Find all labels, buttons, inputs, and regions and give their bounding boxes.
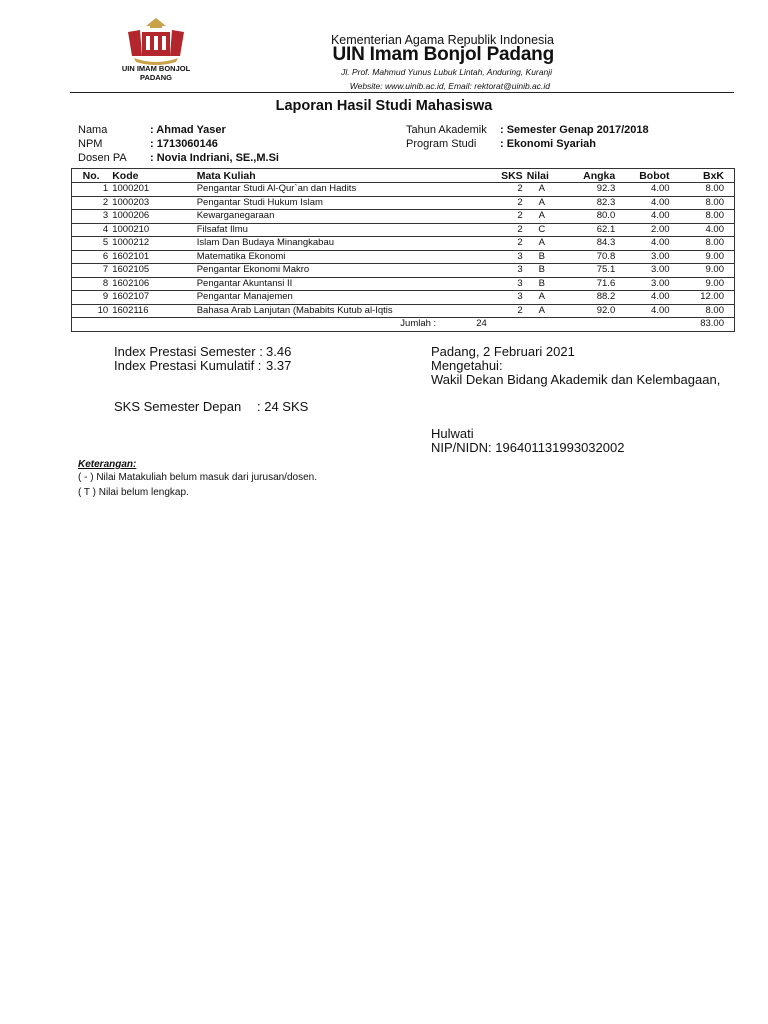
ips-label: Index Prestasi Semester :	[114, 344, 263, 359]
place-date: Padang, 2 Februari 2021	[431, 344, 575, 359]
logo-caption	[104, 64, 208, 82]
cell-bobot: 4.00	[651, 304, 670, 316]
cell-bobot: 2.00	[651, 223, 670, 235]
cell-kode: 1000206	[112, 210, 150, 222]
cell-nilai: B	[538, 277, 545, 289]
header-kode: Kode	[110, 169, 195, 183]
keterangan-item: ( - ) Nilai Matakuliah belum masuk dari jurusan/dosen.	[78, 472, 317, 483]
ministry-name: Kementerian Agama Republik Indonesia	[330, 33, 554, 47]
header-bxk: BxK	[672, 169, 735, 183]
cell-mata-kuliah: Islam Dan Budaya Minangkabau	[196, 237, 335, 249]
cell-bobot: 3.00	[651, 277, 670, 289]
university-address: Jl. Prof. Mahmud Yunus Lubuk Lintah, Anduring, Kuranji	[341, 67, 552, 77]
header-angka: Angka	[559, 169, 617, 183]
cell-bxk: 9.00	[705, 250, 724, 262]
dosen-label: Dosen PA	[78, 152, 127, 164]
cell-sks: 2	[517, 237, 523, 249]
keterangan-item: ( T ) Nilai belum lengkap.	[78, 487, 189, 498]
cell-mata-kuliah: Pengantar Akuntansi II	[196, 277, 293, 289]
university-name: UIN Imam Bonjol Padang	[332, 44, 554, 65]
cell-bxk: 8.00	[705, 196, 724, 208]
cell-no: 7	[102, 264, 109, 276]
cell-nilai: A	[538, 196, 545, 208]
cell-sks: 2	[517, 183, 523, 195]
cell-mata-kuliah: Kewarganegaraan	[196, 210, 275, 222]
ipk-label: Index Prestasi Kumulatif :	[114, 358, 262, 373]
npm-label: NPM	[78, 138, 103, 150]
cell-nilai: A	[538, 210, 545, 222]
cell-bobot: 3.00	[651, 264, 670, 276]
name-value: : Ahmad Yaser	[150, 124, 226, 136]
cell-nilai: B	[538, 250, 545, 262]
cell-nilai: C	[538, 223, 546, 235]
name-label: Nama	[78, 124, 108, 136]
cell-sks: 2	[517, 304, 523, 316]
cell-angka: 71.6	[596, 277, 616, 289]
keterangan-title: Keterangan:	[78, 459, 137, 470]
cell-sks: 3	[517, 250, 523, 262]
cell-no: 6	[102, 250, 109, 262]
sks-depan-label: SKS Semester Depan	[114, 399, 242, 414]
cell-nilai: B	[538, 264, 545, 276]
logo-caption-line1: UIN IMAM BONJOL	[121, 64, 191, 73]
cell-mata-kuliah: Matematika Ekonomi	[196, 250, 286, 262]
cell-bobot: 3.00	[651, 250, 670, 262]
cell-kode: 1602105	[112, 264, 150, 276]
cell-nilai: A	[538, 183, 545, 195]
university-logo	[126, 16, 186, 66]
cell-angka: 70.8	[596, 250, 616, 262]
table-row	[72, 277, 735, 291]
cell-mata-kuliah: Pengantar Ekonomi Makro	[196, 264, 310, 276]
cell-angka: 80.0	[596, 210, 616, 222]
cell-mata-kuliah: Pengantar Manajemen	[196, 291, 293, 303]
cell-angka: 62.1	[596, 223, 616, 235]
cell-bobot: 4.00	[651, 196, 670, 208]
cell-bxk: 4.00	[705, 223, 724, 235]
cell-angka: 92.0	[596, 304, 616, 316]
cell-bxk: 8.00	[705, 210, 724, 222]
cell-nilai: A	[538, 291, 545, 303]
cell-kode: 1602116	[112, 304, 149, 316]
header-mata-kuliah: Mata Kuliah	[195, 169, 440, 183]
total-row	[72, 318, 735, 332]
cell-bxk: 8.00	[705, 304, 724, 316]
cell-angka: 75.1	[596, 264, 616, 276]
cell-bxk: 8.00	[705, 237, 724, 249]
cell-angka: 88.2	[596, 291, 616, 303]
header-no: No.	[72, 169, 111, 183]
mengetahui: Mengetahui:	[431, 358, 503, 373]
table-row	[72, 223, 735, 237]
prodi-label: Program Studi	[406, 138, 477, 150]
logo-caption-line2: PADANG	[140, 73, 172, 82]
table-row	[72, 291, 735, 305]
ipk-value: 3.37	[266, 358, 292, 373]
signer-position: Wakil Dekan Bidang Akademik dan Kelembagaan,	[431, 372, 721, 387]
cell-kode: 1602107	[112, 291, 150, 303]
cell-angka: 82.3	[596, 196, 616, 208]
cell-nilai: A	[538, 237, 545, 249]
signer-nip: NIP/NIDN: 196401131993032002	[431, 440, 625, 455]
header-nilai: Nilai	[525, 169, 559, 183]
cell-nilai: A	[538, 304, 545, 316]
cell-mata-kuliah: Pengantar Studi Hukum Islam	[196, 196, 323, 208]
cell-mata-kuliah: Bahasa Arab Lanjutan (Mababits Kutub al-Iqtis	[196, 304, 393, 316]
cell-no: 8	[102, 277, 109, 289]
header-sks: SKS	[440, 169, 525, 183]
cell-kode: 1000203	[112, 196, 150, 208]
ips-value: 3.46	[266, 344, 292, 359]
cell-no: 9	[102, 291, 109, 303]
cell-sks: 2	[517, 223, 523, 235]
cell-bxk: 12.00	[700, 291, 724, 303]
header-divider	[70, 92, 734, 93]
cell-bobot: 4.00	[651, 291, 670, 303]
cell-no: 10	[97, 304, 109, 316]
university-website: Website: www.uinib.ac.id, Email: rektorat@uinib.ac.id	[349, 81, 550, 91]
table-row	[72, 237, 735, 251]
cell-bxk: 9.00	[705, 277, 724, 289]
tahun-value: : Semester Genap 2017/2018	[500, 124, 649, 136]
total-spacer	[525, 318, 672, 332]
table-row	[72, 183, 735, 197]
table-row	[72, 264, 735, 278]
cell-bxk: 8.00	[705, 183, 724, 195]
npm-value: : 1713060146	[150, 138, 218, 150]
cell-angka: 84.3	[596, 237, 616, 249]
dosen-value: : Novia Indriani, SE.,M.Si	[150, 152, 279, 164]
cell-sks: 2	[517, 196, 523, 208]
header-bobot: Bobot	[617, 169, 671, 183]
tahun-label: Tahun Akademik	[406, 124, 487, 136]
cell-bobot: 4.00	[651, 183, 670, 195]
report-title: Laporan Hasil Studi Mahasiswa	[275, 98, 493, 114]
cell-sks: 3	[517, 291, 523, 303]
table-row	[72, 304, 735, 318]
cell-sks: 3	[517, 277, 523, 289]
table-row	[72, 196, 735, 210]
total-sks: 24	[476, 318, 487, 330]
cell-no: 2	[102, 196, 109, 208]
table-row	[72, 250, 735, 264]
cell-bxk: 9.00	[705, 264, 724, 276]
cell-angka: 92.3	[596, 183, 616, 195]
cell-kode: 1602106	[112, 277, 150, 289]
cell-kode: 1602101	[112, 250, 150, 262]
cell-no: 1	[102, 183, 109, 195]
sks-depan-value: : 24 SKS	[257, 399, 309, 414]
cell-bobot: 4.00	[651, 237, 670, 249]
grades-table	[71, 168, 735, 332]
cell-mata-kuliah: Pengantar Studi Al-Qur`an dan Hadits	[196, 183, 357, 195]
cell-sks: 2	[517, 210, 523, 222]
table-header-row	[72, 169, 735, 183]
cell-kode: 1000201	[112, 183, 150, 195]
cell-kode: 1000210	[112, 223, 150, 235]
total-label: Jumlah :	[400, 318, 437, 330]
total-bxk: 83.00	[700, 318, 724, 330]
cell-sks: 3	[517, 264, 523, 276]
cell-no: 4	[102, 223, 109, 235]
cell-no: 3	[102, 210, 109, 222]
prodi-value: : Ekonomi Syariah	[500, 138, 596, 150]
cell-mata-kuliah: Filsafat Ilmu	[196, 223, 248, 235]
signer-name: Hulwati	[431, 426, 474, 441]
cell-no: 5	[102, 237, 109, 249]
table-row	[72, 210, 735, 224]
cell-kode: 1000212	[112, 237, 150, 249]
cell-bobot: 4.00	[651, 210, 670, 222]
